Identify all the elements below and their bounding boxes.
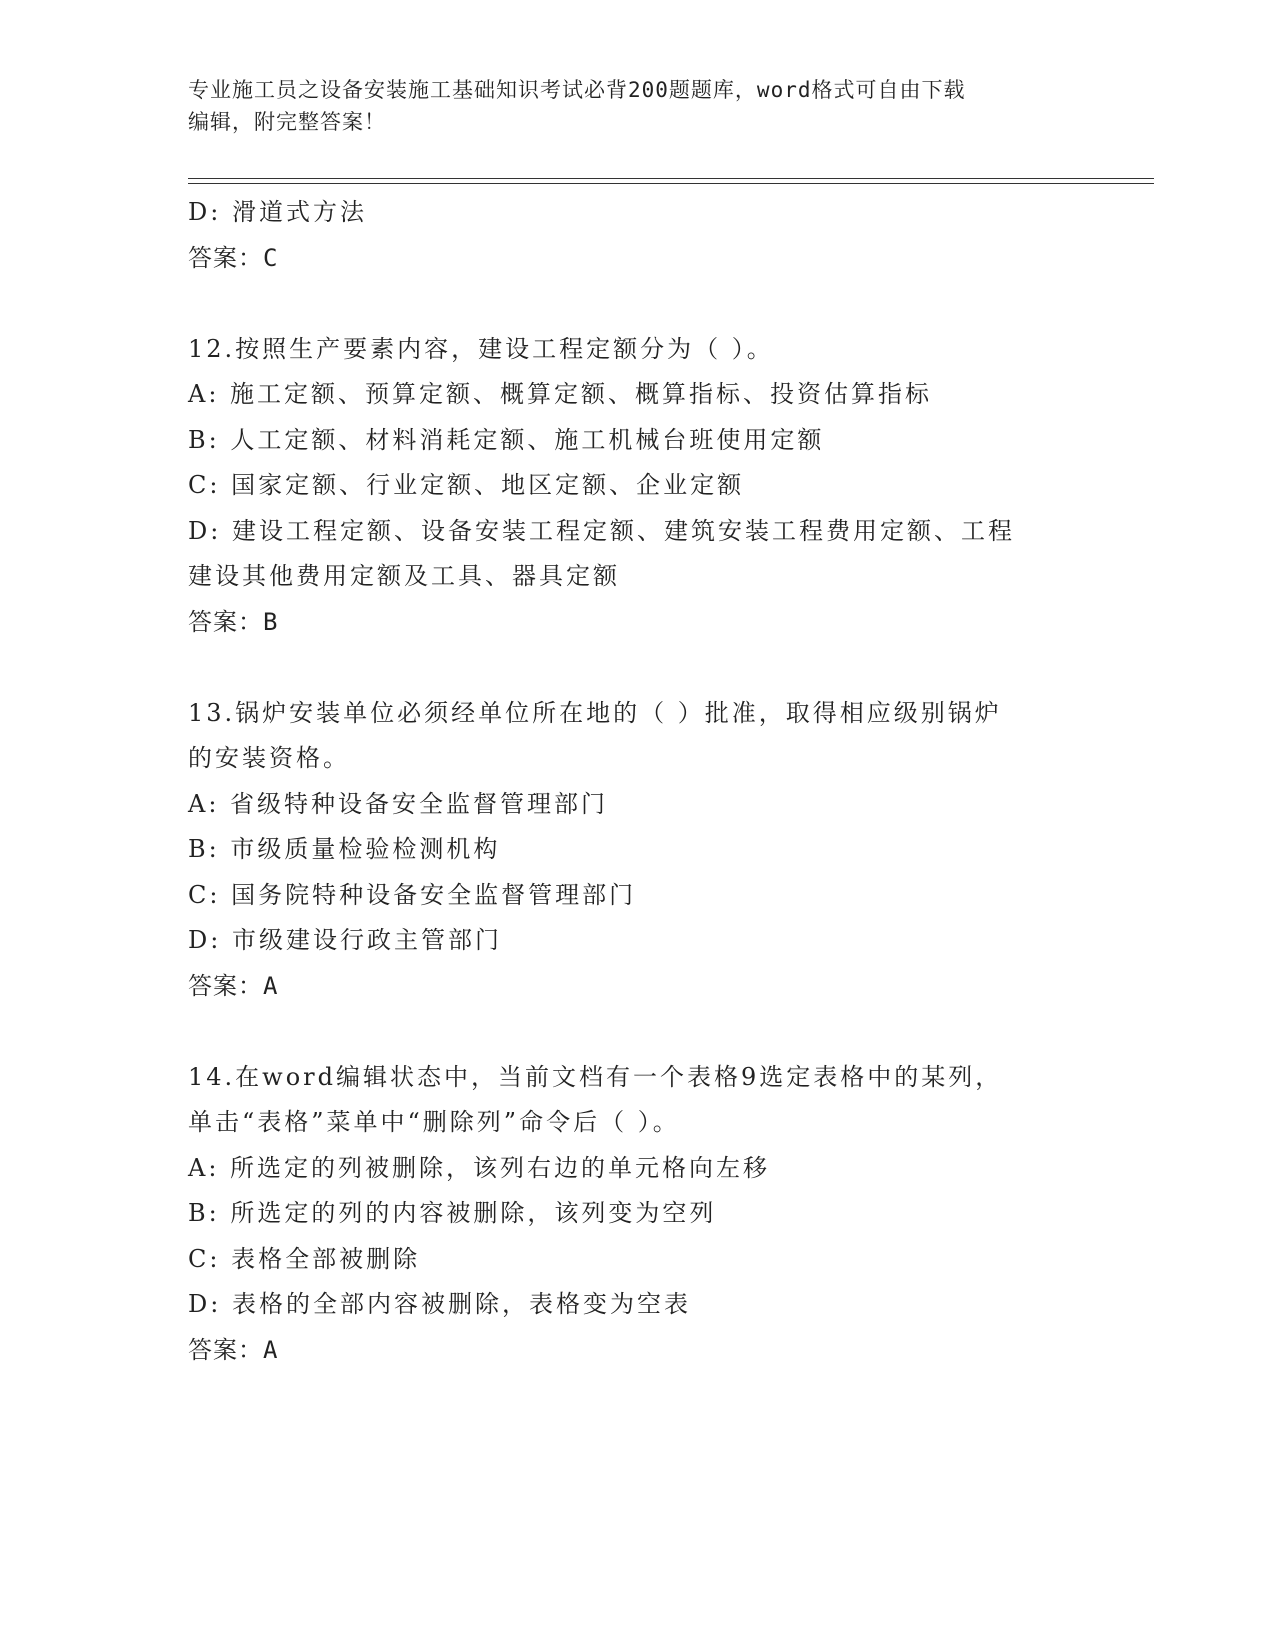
question-14 [188, 1055, 1088, 1374]
header-divider-bottom [188, 183, 1154, 184]
question-stem: 14.在word编辑状态中，当前文档有一个表格9选定表格中的某列， [188, 1062, 1003, 1091]
answer-line [188, 1328, 1088, 1374]
question-12 [188, 327, 1088, 646]
option-a: A: 所选定的列被删除，该列右边的单元格向左移 [188, 1153, 771, 1182]
header-line-1: 专业施工员之设备安装施工基础知识考试必背200题题库，word格式可自由下载 [188, 78, 966, 102]
spacer [188, 281, 1088, 327]
answer-label: 答案： [188, 1335, 263, 1364]
option-c: C: 国家定额、行业定额、地区定额、企业定额 [188, 471, 745, 499]
question-13 [188, 691, 1088, 1010]
option-a: A: 省级特种设备安全监督管理部门 [188, 789, 609, 818]
option-d: D: 滑道式方法 [188, 198, 367, 226]
answer-value: C [263, 243, 279, 272]
answer-line [188, 600, 1088, 646]
option-b: B: 所选定的列的内容被删除，该列变为空列 [188, 1199, 717, 1227]
answer-line [188, 236, 1088, 282]
question-stem: 13.锅炉安装单位必须经单位所在地的（ ）批准，取得相应级别锅炉 [188, 698, 1002, 727]
answer-line [188, 964, 1088, 1010]
option-d: D: 表格的全部内容被删除，表格变为空表 [188, 1290, 691, 1318]
header-divider-top [188, 178, 1154, 179]
answer-value: B [263, 607, 279, 636]
spacer [188, 1009, 1088, 1055]
option-b: B: 人工定额、材料消耗定额、施工机械台班使用定额 [188, 425, 825, 454]
document-body [188, 190, 1088, 1373]
option-b: B: 市级质量检验检测机构 [188, 835, 501, 863]
option-d: D: 市级建设行政主管部门 [188, 926, 502, 954]
option-a: A: 施工定额、预算定额、概算定额、概算指标、投资估算指标 [188, 380, 933, 408]
document-header [188, 74, 1088, 138]
option-d: D: 建设工程定额、设备安装工程定额、建筑安装工程费用定额、工程 [188, 516, 1015, 545]
question-stem: 12.按照生产要素内容，建设工程定额分为（ ）。 [188, 334, 774, 363]
question-stem-continued: 单击“表格”菜单中“删除列”命令后（ ）。 [188, 1108, 680, 1136]
answer-value: A [263, 1335, 279, 1364]
option-d-continued: 建设其他费用定额及工具、器具定额 [188, 562, 620, 590]
header-line-2: 编辑，附完整答案！ [188, 110, 386, 134]
answer-label: 答案： [188, 607, 263, 636]
option-c: C: 表格全部被删除 [188, 1244, 421, 1273]
option-c: C: 国务院特种设备安全监督管理部门 [188, 880, 637, 909]
spacer [188, 645, 1088, 691]
answer-label: 答案： [188, 971, 263, 1000]
answer-label: 答案： [188, 243, 263, 272]
question-stem-continued: 的安装资格。 [188, 744, 350, 772]
answer-value: A [263, 971, 279, 1000]
